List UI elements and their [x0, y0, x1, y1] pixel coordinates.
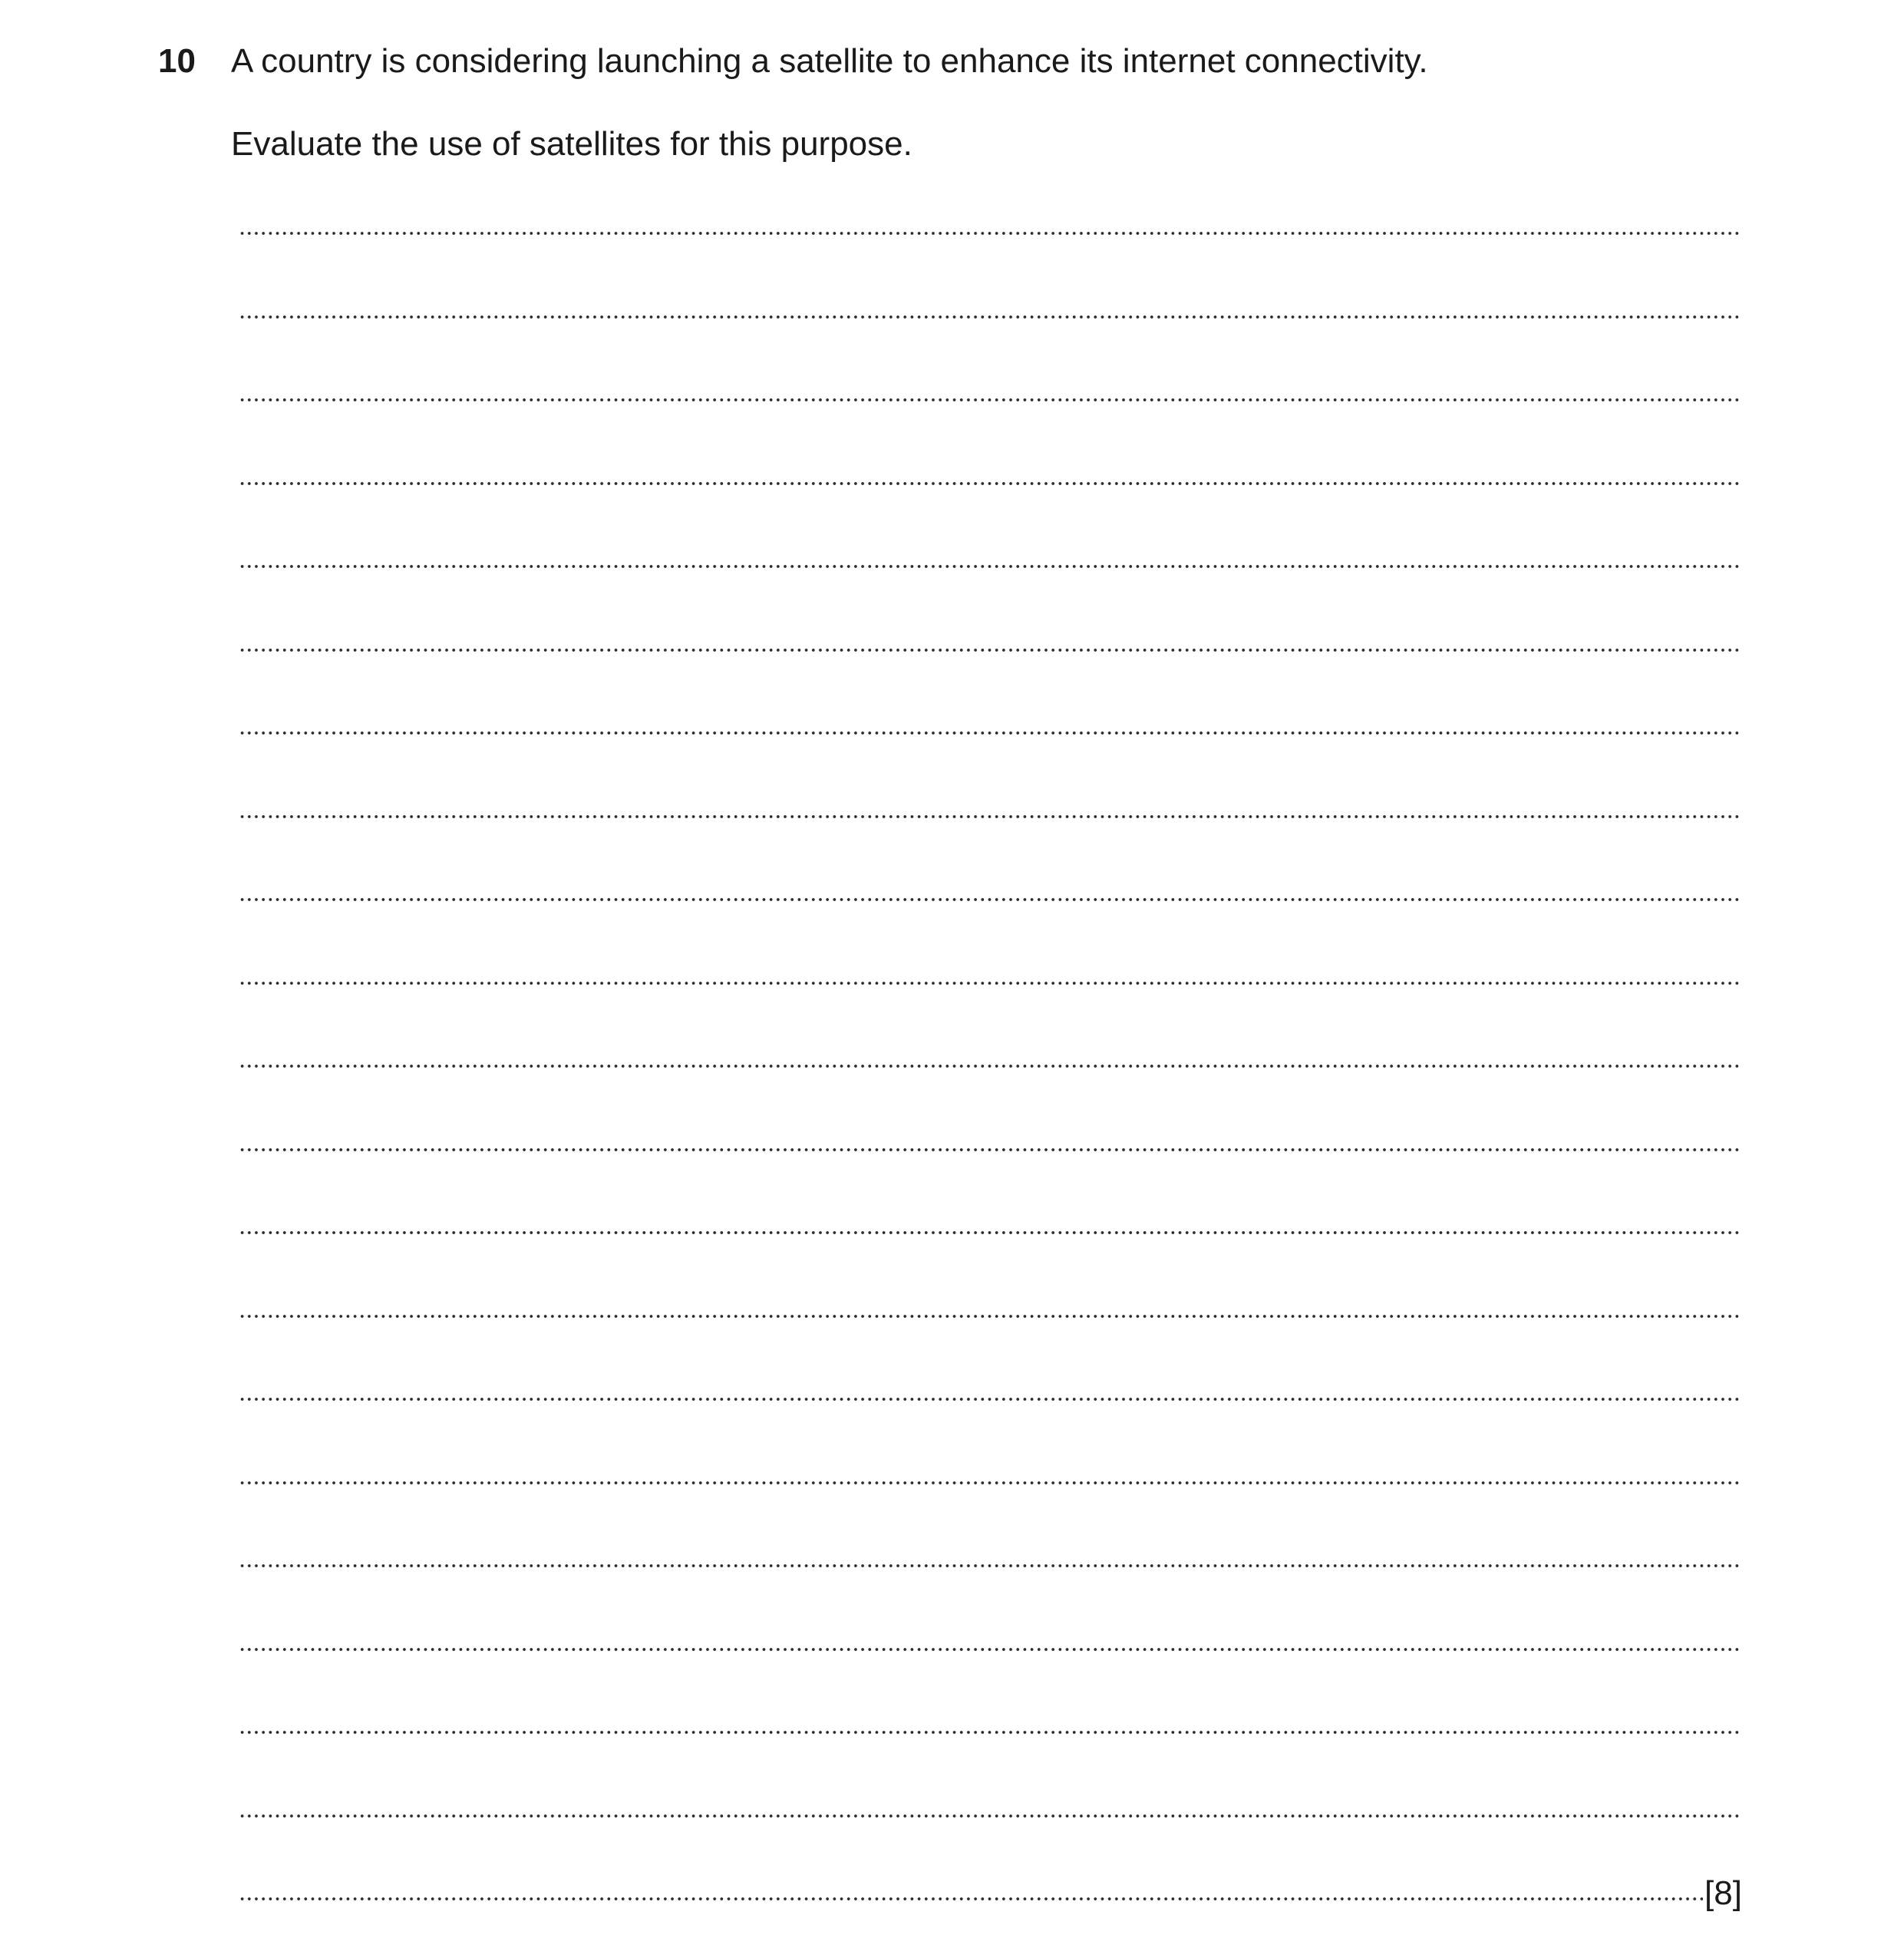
- answer-line[interactable]: [239, 898, 1739, 901]
- question-instruction: Evaluate the use of satellites for this purpose.: [231, 125, 912, 163]
- answer-line[interactable]: [239, 1481, 1739, 1484]
- answer-line[interactable]: [239, 982, 1739, 985]
- answer-line[interactable]: [239, 1231, 1739, 1234]
- question-stem: A country is considering launching a satellite to enhance its internet connectivity.: [231, 42, 1428, 80]
- answer-line[interactable]: [239, 398, 1739, 401]
- answer-line[interactable]: [239, 731, 1739, 735]
- answer-line[interactable]: [239, 649, 1739, 652]
- answer-line[interactable]: [239, 1564, 1739, 1567]
- answer-line[interactable]: [239, 1148, 1739, 1151]
- answer-line[interactable]: [239, 1315, 1739, 1318]
- answer-line[interactable]: [239, 1065, 1739, 1068]
- answer-line[interactable]: [239, 482, 1739, 485]
- answer-line[interactable]: [239, 565, 1739, 568]
- answer-line[interactable]: [239, 1648, 1739, 1651]
- answer-line[interactable]: [239, 1897, 1703, 1900]
- marks-label: [8]: [1704, 1874, 1742, 1912]
- answer-line[interactable]: [239, 815, 1739, 818]
- answer-line[interactable]: [239, 1814, 1739, 1818]
- answer-line[interactable]: [239, 1731, 1739, 1734]
- answer-area[interactable]: [239, 0, 1739, 1958]
- question-number: 10: [158, 42, 196, 80]
- answer-line[interactable]: [239, 1398, 1739, 1401]
- answer-line[interactable]: [239, 315, 1739, 319]
- answer-line[interactable]: [239, 232, 1739, 235]
